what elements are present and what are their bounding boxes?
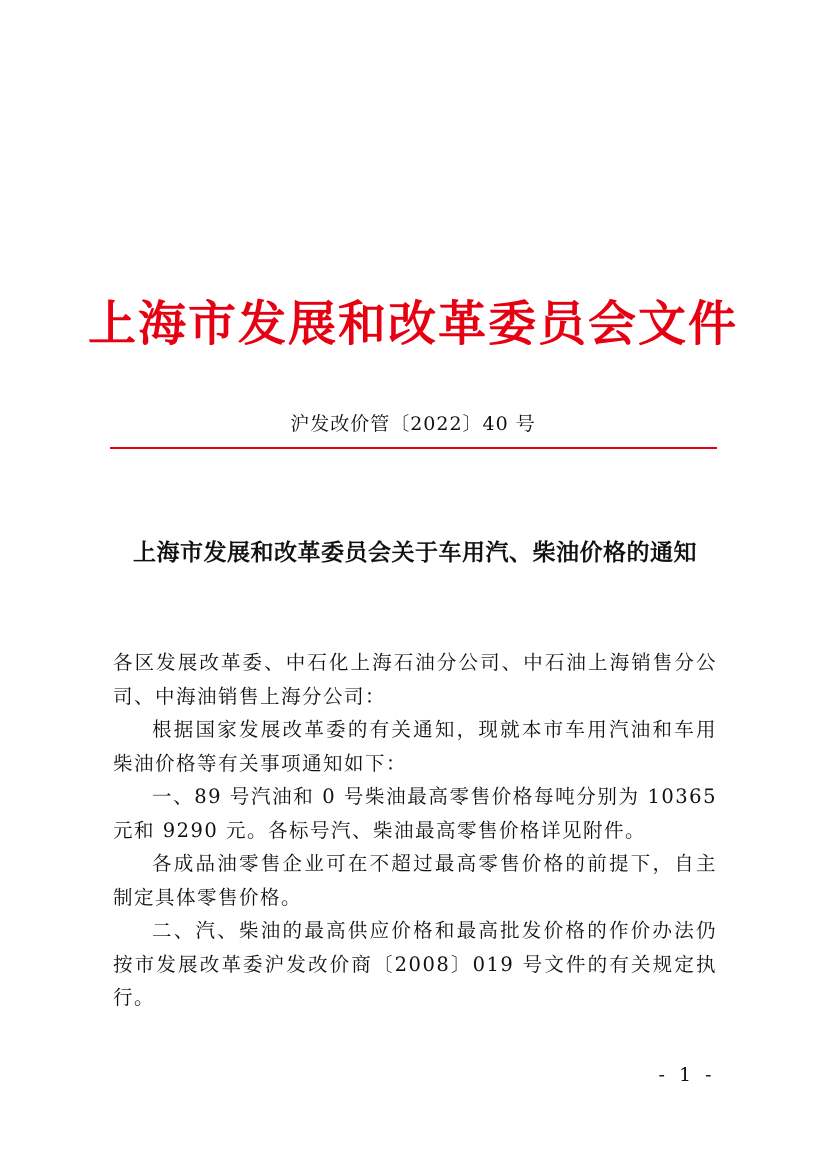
page-number: - 1 - bbox=[658, 1064, 716, 1086]
document-title: 上海市发展和改革委员会关于车用汽、柴油价格的通知 bbox=[133, 539, 697, 566]
body-paragraph-4: 二、汽、柴油的最高供应价格和最高批发价格的作价办法仍按市发展改革委沪发改价商〔2008〕019 号文件的有关规定执行。 bbox=[113, 919, 717, 1009]
body-paragraph-2: 一、89 号汽油和 0 号柴油最高零售价格每吨分别为 10365 元和 9290 元。各标号汽、柴油最高零售价格详见附件。 bbox=[113, 785, 717, 842]
red-divider-line bbox=[110, 447, 717, 449]
document-body bbox=[113, 646, 717, 1015]
body-paragraph-3: 各成品油零售企业可在不超过最高零售价格的前提下，自主制定具体零售价格。 bbox=[113, 852, 717, 909]
document-number: 沪发改价管〔2022〕40 号 bbox=[290, 413, 536, 435]
issuer-header: 上海市发展和改革委员会文件 bbox=[87, 296, 738, 352]
addressee-paragraph: 各区发展改革委、中石化上海石油分公司、中石油上海销售分公司、中海油销售上海分公司： bbox=[113, 651, 717, 708]
body-paragraph-1: 根据国家发展改革委的有关通知，现就本市车用汽油和车用柴油价格等有关事项通知如下： bbox=[113, 718, 717, 775]
